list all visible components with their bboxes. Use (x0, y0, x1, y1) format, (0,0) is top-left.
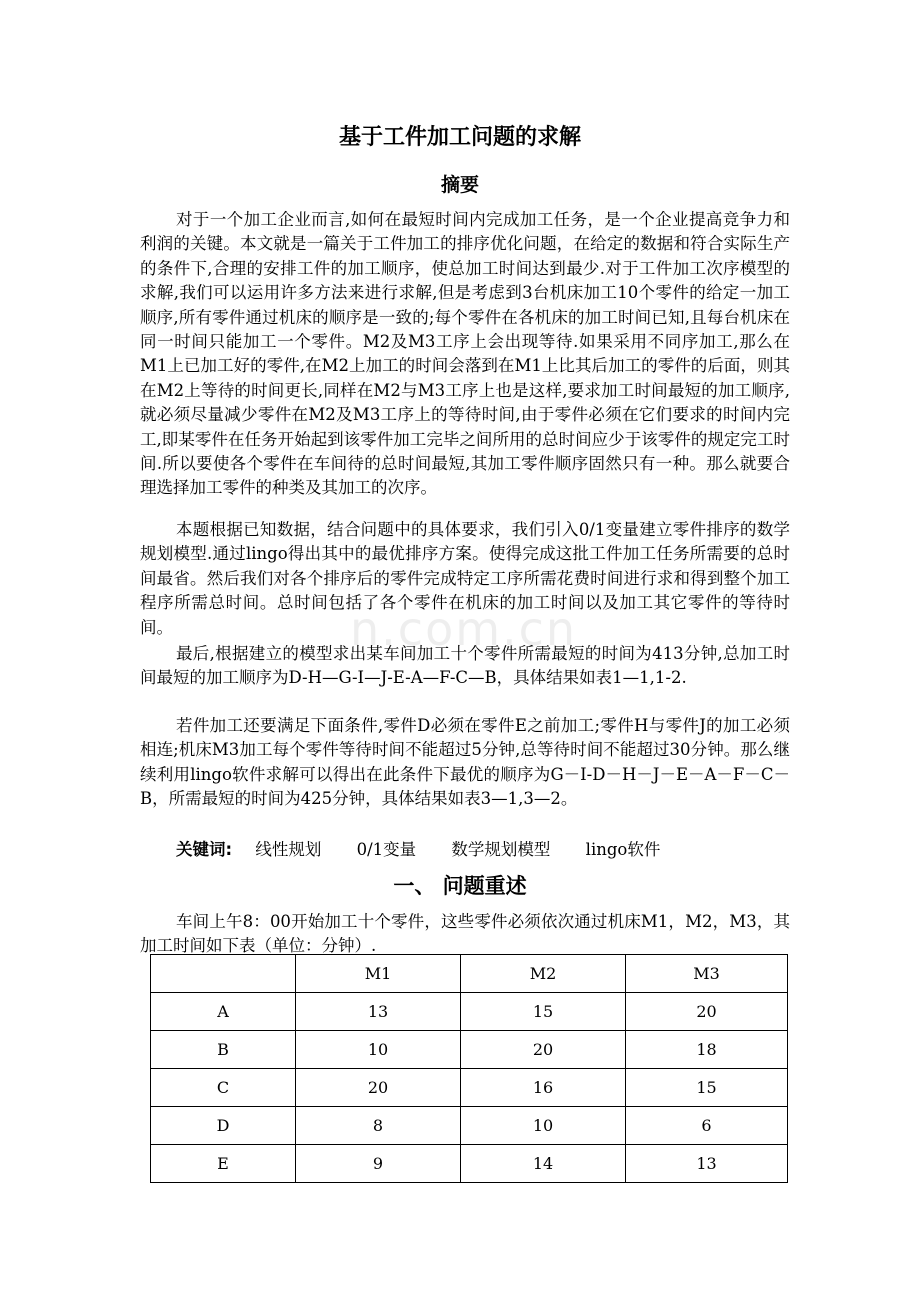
abstract-paragraph-3: 最后,根据建立的模型求出某车间加工十个零件所需最短的时间为413分钟,总加工时间最短的加工顺序为D-H—G-I—J-E-A—F-C—B，具体结果如表1—1,1-2. (140, 644, 790, 688)
table-cell: 20 (626, 993, 788, 1031)
keywords-label: 关键词: (176, 840, 233, 859)
table-cell: 13 (626, 1145, 788, 1183)
table-header-cell (151, 955, 296, 993)
table-cell: 8 (296, 1107, 461, 1145)
abstract-heading: 摘要 (440, 174, 479, 196)
abstract-paragraph-2: 本题根据已知数据，结合问题中的具体要求，我们引入0/1变量建立零件排序的数学规划模型.通过lingo得出其中的最优排序方案。使得完成这批工件加工任务所需要的总时间最省。然后我们对各个排序后的零件完成特定工序所需花费时间进行求和得到整个加工程序所需总时间。总时间包括了各个零件在机床的加工时间以及加工其它零件的等待时间。 (140, 520, 790, 637)
keyword: lingo软件 (585, 840, 661, 859)
table-cell: 6 (626, 1107, 788, 1145)
watermark: n.com.cn (350, 602, 578, 656)
table-cell: 16 (461, 1069, 626, 1107)
table-cell: C (151, 1069, 296, 1107)
document-title: 基于工件加工问题的求解 (338, 125, 581, 150)
section-paragraph: 车间上午8：00开始加工十个零件，这些零件必须依次通过机床M1，M2，M3，其加工时间如下表（单位：分钟）. (140, 912, 790, 956)
table-cell: B (151, 1031, 296, 1069)
table-cell: 20 (461, 1031, 626, 1069)
table-row (151, 1107, 788, 1145)
table-header-cell: M3 (626, 955, 788, 993)
keyword: 线性规划 (255, 840, 322, 859)
table-row (151, 993, 788, 1031)
table-cell: 18 (626, 1031, 788, 1069)
abstract-paragraph-4: 若件加工还要满足下面条件,零件D必须在零件E之前加工;零件H与零件J的加工必须相连;机床M3加工每个零件等待时间不能超过5分钟,总等待时间不能超过30分钟。那么继续利用lingo软件求解可以得出在此条件下最优的顺序为G－I-D－H－J－E－A－F－C－B，所需最短的时间为425分钟，具体结果如表3—1,3—2。 (140, 716, 790, 809)
keywords-line (176, 836, 690, 860)
table-cell: 13 (296, 993, 461, 1031)
keyword: 0/1变量 (356, 840, 417, 859)
table-cell: A (151, 993, 296, 1031)
table-header-cell: M1 (296, 955, 461, 993)
table-header-cell: M2 (461, 955, 626, 993)
table-cell: 10 (296, 1031, 461, 1069)
table-cell: D (151, 1107, 296, 1145)
table-cell: 10 (461, 1107, 626, 1145)
table-row (151, 1145, 788, 1183)
section-heading: 一、 问题重述 (393, 874, 527, 898)
table-row (151, 1031, 788, 1069)
keyword: 数学规划模型 (451, 840, 551, 859)
table-cell: 15 (461, 993, 626, 1031)
table-row (151, 1069, 788, 1107)
processing-time-table (150, 954, 788, 1183)
table-cell: 20 (296, 1069, 461, 1107)
table-cell: 14 (461, 1145, 626, 1183)
table-cell: 15 (626, 1069, 788, 1107)
table-cell: E (151, 1145, 296, 1183)
abstract-paragraph-1: 对于一个加工企业而言,如何在最短时间内完成加工任务，是一个企业提高竞争力和利润的关键。本文就是一篇关于工件加工的排序优化问题，在给定的数据和符合实际生产的条件下,合理的安排工件的加工顺序，使总加工时间达到最少.对于工件加工次序模型的求解,我们可以运用许多方法来进行求解,但是考虑到3台机床加工10个零件的给定一加工顺序,所有零件通过机床的顺序是一致的;每个零件在各机床的加工时间已知,且每台机床在同一时间只能加工一个零件。M2及M3工序上会出现等待.如果采用不同序加工,那么在M1上已加工好的零件,在M2上加工的时间会落到在M1上比其后加工的零件的后面，则其在M2上等待的时间更长,同样在M2与M3工序上也是这样,要求加工时间最短的加工顺序,就必须尽量减少零件在M2及M3工序上的等待时间,由于零件必须在它们要求的时间内完工,即某零件在任务开始起到该零件加工完毕之间所用的总时间应少于该零件的规定完工时间.所以要使各个零件在车间待的总时间最短,其加工零件顺序固然只有一种。那么就要合理选择加工零件的种类及其加工的次序。 (140, 210, 790, 498)
table-header-row (151, 955, 788, 993)
table-cell: 9 (296, 1145, 461, 1183)
